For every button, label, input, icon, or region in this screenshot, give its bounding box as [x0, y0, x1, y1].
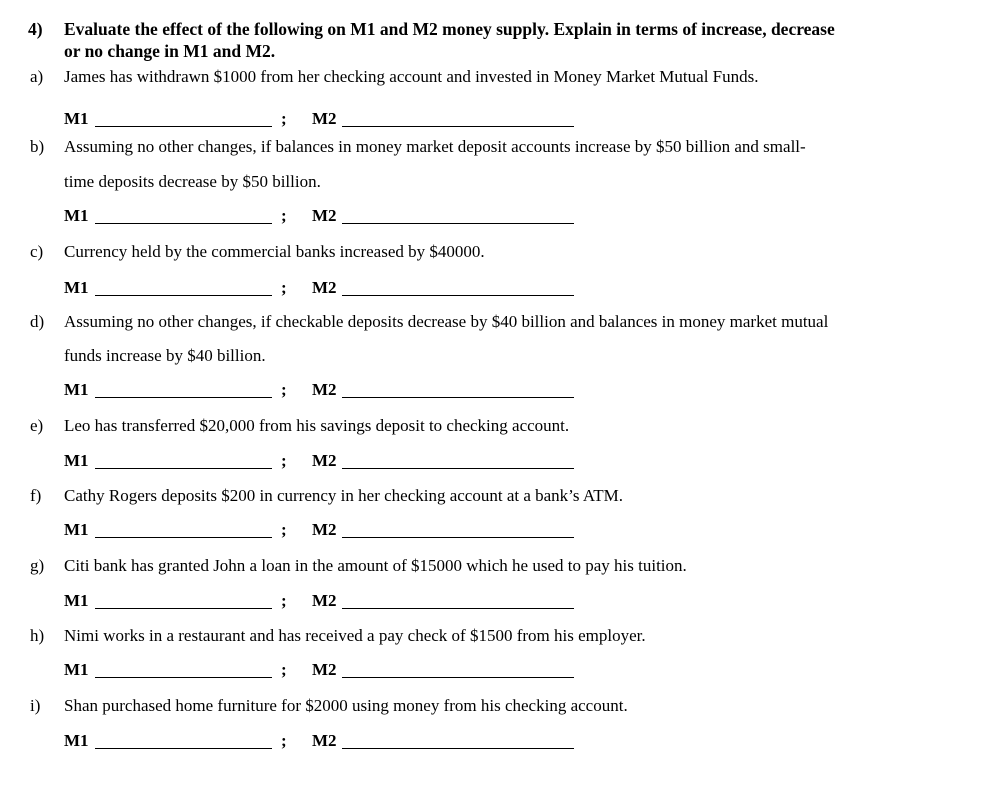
item-label: h): [30, 626, 45, 645]
m1-answer-blank[interactable]: [95, 608, 272, 609]
item-text-line: time deposits decrease by $50 billion.: [64, 172, 321, 191]
m1-label: M1: [64, 278, 89, 297]
m1-answer-blank[interactable]: [95, 126, 272, 127]
m1-label: M1: [64, 660, 89, 679]
answer-separator: ;: [281, 206, 287, 225]
m1-label: M1: [64, 109, 89, 128]
m2-label: M2: [312, 380, 337, 399]
item-text-line: Shan purchased home furniture for $2000 using money from his checking account.: [64, 696, 628, 715]
item-label: g): [30, 556, 45, 575]
m1-answer-blank[interactable]: [95, 468, 272, 469]
question-text-line-1: Evaluate the effect of the following on M1 and M2 money supply. Explain in terms of increase, decrease: [64, 19, 835, 39]
item-label: c): [30, 242, 44, 261]
m1-label: M1: [64, 451, 89, 470]
item-label: f): [30, 486, 42, 505]
m2-label: M2: [312, 206, 337, 225]
m2-answer-blank[interactable]: [342, 295, 574, 296]
m2-label: M2: [312, 591, 337, 610]
m2-answer-blank[interactable]: [342, 677, 574, 678]
m2-label: M2: [312, 731, 337, 750]
answer-separator: ;: [281, 731, 287, 750]
m1-answer-blank[interactable]: [95, 537, 272, 538]
item-text-line: Assuming no other changes, if balances in money market deposit accounts increase by $50 billion and small-: [64, 137, 806, 156]
item-text-line: Cathy Rogers deposits $200 in currency in her checking account at a bank’s ATM.: [64, 486, 623, 505]
m1-label: M1: [64, 206, 89, 225]
item-text-line: James has withdrawn $1000 from her checking account and invested in Money Market Mutual Funds.: [64, 67, 759, 86]
item-text-line: funds increase by $40 billion.: [64, 346, 266, 365]
item-label: d): [30, 312, 45, 331]
m1-label: M1: [64, 591, 89, 610]
m1-answer-blank[interactable]: [95, 397, 272, 398]
answer-separator: ;: [281, 278, 287, 297]
m2-answer-blank[interactable]: [342, 126, 574, 127]
m2-label: M2: [312, 520, 337, 539]
m2-label: M2: [312, 109, 337, 128]
m2-answer-blank[interactable]: [342, 397, 574, 398]
answer-separator: ;: [281, 660, 287, 679]
item-label: e): [30, 416, 44, 435]
m2-answer-blank[interactable]: [342, 468, 574, 469]
answer-separator: ;: [281, 591, 287, 610]
m1-label: M1: [64, 380, 89, 399]
answer-separator: ;: [281, 451, 287, 470]
m2-answer-blank[interactable]: [342, 537, 574, 538]
m2-label: M2: [312, 451, 337, 470]
m2-answer-blank[interactable]: [342, 748, 574, 749]
item-text-line: Nimi works in a restaurant and has received a pay check of $1500 from his employer.: [64, 626, 646, 645]
m2-label: M2: [312, 660, 337, 679]
item-text-line: Leo has transferred $20,000 from his savings deposit to checking account.: [64, 416, 570, 435]
answer-separator: ;: [281, 380, 287, 399]
m2-label: M2: [312, 278, 337, 297]
m1-answer-blank[interactable]: [95, 677, 272, 678]
question-number: 4): [28, 19, 43, 39]
m2-answer-blank[interactable]: [342, 608, 574, 609]
m1-answer-blank[interactable]: [95, 223, 272, 224]
m1-label: M1: [64, 731, 89, 750]
item-text-line: Currency held by the commercial banks increased by $40000.: [64, 242, 485, 261]
m1-answer-blank[interactable]: [95, 295, 272, 296]
item-text-line: Assuming no other changes, if checkable deposits decrease by $40 billion and balances in money market mutual: [64, 312, 829, 331]
item-text-line: Citi bank has granted John a loan in the amount of $15000 which he used to pay his tuition.: [64, 556, 687, 575]
m1-label: M1: [64, 520, 89, 539]
item-label: i): [30, 696, 41, 715]
item-label: a): [30, 67, 44, 86]
m2-answer-blank[interactable]: [342, 223, 574, 224]
question-text-line-2: or no change in M1 and M2.: [64, 41, 276, 61]
item-label: b): [30, 137, 45, 156]
answer-separator: ;: [281, 520, 287, 539]
m1-answer-blank[interactable]: [95, 748, 272, 749]
answer-separator: ;: [281, 109, 287, 128]
